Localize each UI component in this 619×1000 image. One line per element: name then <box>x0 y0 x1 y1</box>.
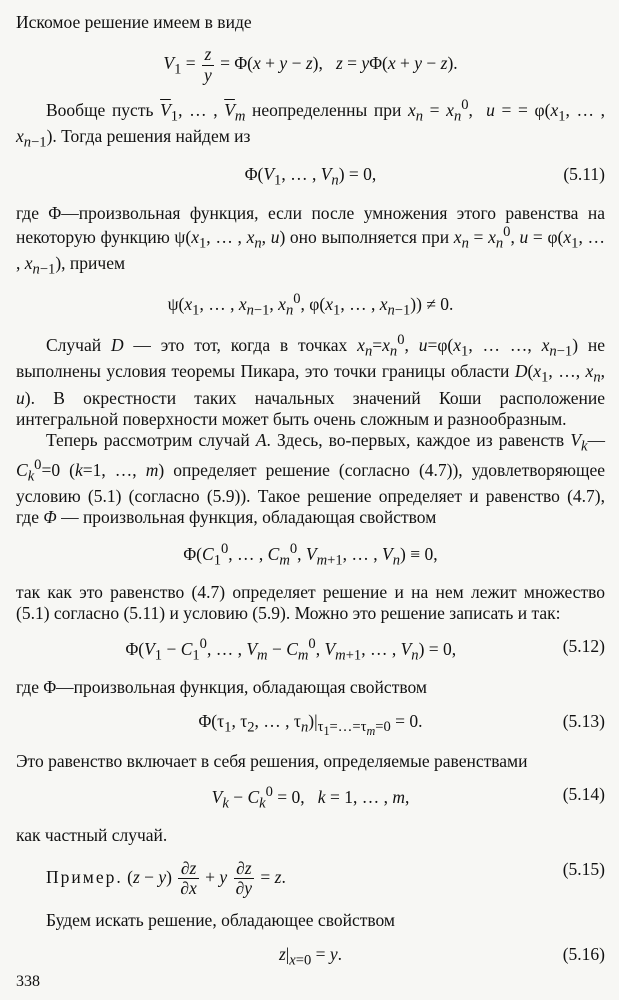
paragraph: где Φ—произвольная функция, если после умножения этого равенства на некоторую функцию $\psi(x_1$, … , $x_n$, u) оно выполняется при $x_n = x_n^0$, $u = \varphi(x_1$, … , $x_{n-1}$), причем <box>16 202 606 278</box>
equation-number: (5.11) <box>563 164 605 185</box>
example-label: Пример. <box>46 866 123 887</box>
paragraph: как частный случай. <box>16 825 168 846</box>
equation-5-16: $z|_{x=0} = y$. (5.16) <box>278 943 605 969</box>
equation: $\psi(x_1$, … , $x_{n-1}$, $x_n^0$, $\varphi(x_1$, … , $x_{n-1})) \ne 0$. <box>167 291 454 319</box>
equation-5-15: Пример. (z − y) $\frac{\partial z}{\partial x}$ + y $\frac{\partial z}{\partial y}$ = z. (5.15) <box>46 857 605 899</box>
equation-5-11: $\Phi(V_1$, … , $V_n) = 0$, (5.11) <box>244 164 605 189</box>
paragraph: Вообще пусть $\overline{V}_1$, … , $\overline{V}_m$ неопределенны при $x_n = x_n^0$, u = = $\varphi(x_1$, … , $x_{n-1}$). Тогда решения найдем из <box>16 96 606 151</box>
equation-number: (5.12) <box>562 636 605 657</box>
equation-5-12: $\Phi(V_1 - C_1^0$, … , $V_m - C_m^0$, $V_{m+1}$, … , $V_n) = 0$, (5.12) <box>125 636 605 664</box>
equation-5-14: $V_k - C_k^0 = 0$, k = 1, … , m, (5.14) <box>211 784 605 812</box>
paragraph: Будем искать решение, обладающее свойством <box>46 910 396 931</box>
paragraph: так как это равенство (4.7) определяет решение и на нем лежит множество (5.1) согласно (5.11) и условию (5.9). Можно это решение записать и так: <box>16 581 605 623</box>
equation: $\Phi(C_1^0$, … , $C_m^0$, $V_{m+1}$, … , $V_n) \equiv 0$, <box>183 540 438 568</box>
page-number: 338 <box>16 973 40 990</box>
paragraph: Это равенство включает в себя решения, определяемые равенствами <box>16 751 528 771</box>
equation-5-13: $\Phi(\tau_1$, $\tau_2$, … , $\tau_n)|_{\tau_1=\dots=\tau_m=0} = 0$. (5.13) <box>198 710 605 739</box>
equation: $V_1$ = $\frac{z}{y}$ = Φ(x + y − z), z = yΦ(x + y − z). <box>163 44 458 85</box>
paragraph: Случай D — это тот, когда в точках $x_n=x_n^0$, $u=\varphi(x_1$, … …, $x_{n-1}$) не выполнены условия теоремы Пикара, это точки границы области $D(x_1$, …, $x_n$, u). В окрестности таких начальных значений Коши расположение интегральной поверхности может быть очень сложным и разнообразным. <box>16 332 606 430</box>
paragraph: где Φ—произвольная функция, обладающая свойством <box>16 677 427 698</box>
equation-number: (5.15) <box>562 858 605 879</box>
equation-number: (5.13) <box>562 710 605 731</box>
paragraph: Искомое решение имеем в виде <box>16 12 252 32</box>
equation-number: (5.14) <box>562 784 605 805</box>
equation-number: (5.16) <box>562 943 605 964</box>
paragraph: Теперь рассмотрим случай A. Здесь, во-первых, каждое из равенств $V_k—C_k^0=0$ (k=1, …, m) определяет решение (согласно (4.7)), удовлетворяющее условию (5.1) (согласно (5.9)). Такое решение определяет и равенство (4.7), где Φ — произвольная функция, обладающая свойством <box>16 430 605 528</box>
